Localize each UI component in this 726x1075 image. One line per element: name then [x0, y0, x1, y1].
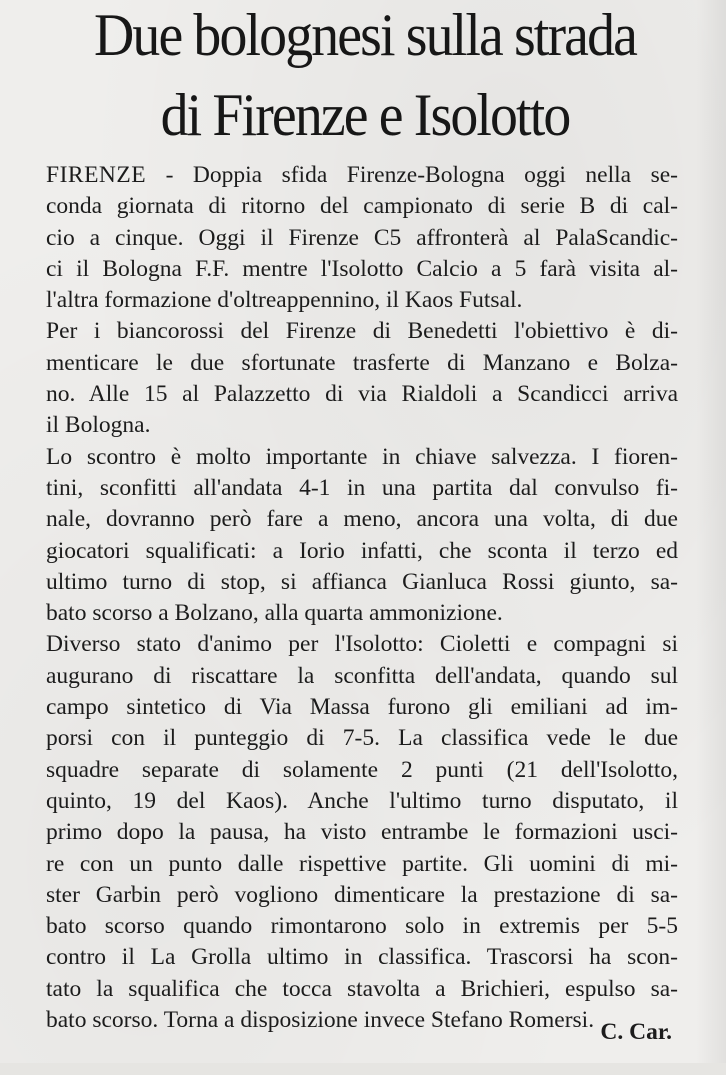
article-line: quinto, 19 del Kaos). Anche l'ultimo turno disputato, il [46, 787, 678, 814]
article-body [46, 160, 678, 1036]
article-line: bato scorso quando rimontarono solo in extremis per 5-5 [46, 913, 678, 940]
article-line: squadre separate di solamente 2 punti (21 dell'Isolotto, [46, 756, 678, 783]
article-line: cio a cinque. Oggi il Firenze C5 affronterà al PalaScandic- [46, 224, 678, 251]
article-line: campo sintetico di Via Massa furono gli emiliani ad im- [46, 694, 678, 721]
article-line: porsi con il punteggio di 7-5. La classifica vede le due [46, 725, 678, 752]
article-line [46, 160, 678, 191]
article-line: tini, sconfitti all'andata 4-1 in una partita dal convulso fi- [46, 474, 678, 501]
article-line: ultimo turno di stop, si affianca Gianluca Rossi giunto, sa- [46, 568, 678, 595]
article-line: conda giornata di ritorno del campionato di serie B di cal- [46, 193, 678, 220]
headline-line-2: di Firenze e Isolotto [160, 82, 570, 148]
article-line: bato scorso a Bolzano, alla quarta ammonizione. [46, 600, 503, 627]
article-line: Lo scontro è molto importante in chiave salvezza. I fioren- [46, 443, 678, 470]
article-line: Diverso stato d'animo per l'Isolotto: Cioletti e compagni si [46, 631, 678, 658]
headline-line-1: Due bolognesi sulla strada [93, 2, 637, 68]
author-signature: C. Car. [600, 1019, 672, 1045]
article-line: Per i biancorossi del Firenze di Benedetti l'obiettivo è di- [46, 318, 678, 345]
page-edge-shadow [696, 0, 726, 1075]
article-line: tato la squalifica che tocca stavolta a Brichieri, espulso sa- [46, 975, 678, 1002]
article-line: ci il Bologna F.F. mentre l'Isolotto Calcio a 5 farà visita al- [46, 255, 678, 282]
article-line: ster Garbin però vogliono dimenticare la prestazione di sa- [46, 881, 678, 908]
page-bottom-margin [0, 1063, 726, 1075]
article-line: nale, dovranno però fare a meno, ancora una volta, di due [46, 506, 678, 533]
article-line: primo dopo la pausa, ha visto entrambe le formazioni usci- [46, 819, 678, 846]
article-line: giocatori squalificati: a Iorio infatti, che sconta il terzo ed [46, 537, 678, 564]
article-line: bato scorso. Torna a disposizione invece Stefano Romersi. [46, 1007, 595, 1034]
article-line: no. Alle 15 al Palazzetto di via Rialdoli a Scandicci arriva [46, 381, 678, 408]
dateline: FIRENZE [46, 162, 147, 188]
article-line-text: - Doppia sfida Firenze-Bologna oggi nella se- [146, 162, 678, 188]
article-line: il Bologna. [46, 412, 151, 439]
article-line: re con un punto dalle rispettive partite. Gli uomini di mi- [46, 850, 678, 877]
article-line: augurano di riscattare la sconfitta dell'andata, quando sul [46, 662, 678, 689]
article-line: contro il La Grolla ultimo in classifica. Trascorsi ha scon- [46, 944, 678, 971]
article-line: l'altra formazione d'oltreappennino, il Kaos Futsal. [46, 287, 523, 314]
article-line: menticare le due sfortunate trasferte di Manzano e Bolza- [46, 349, 678, 376]
